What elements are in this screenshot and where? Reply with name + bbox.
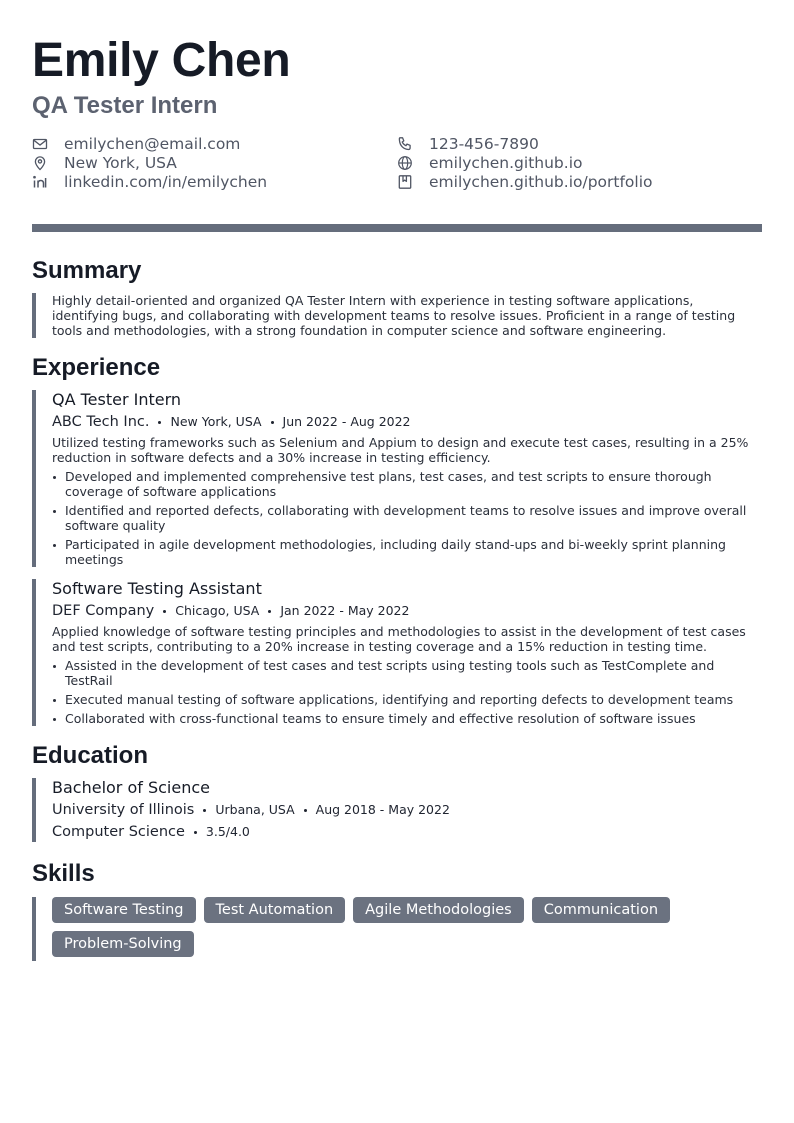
job-dates: Jan 2022 - May 2022 [280, 603, 410, 618]
education-heading: Education [32, 742, 149, 769]
contact-linkedin[interactable] [32, 172, 397, 191]
gpa: 3.5/4.0 [205, 824, 250, 839]
separator-dot [268, 610, 271, 613]
experience-item [32, 579, 762, 726]
summary-block [32, 293, 762, 338]
job-meta [52, 412, 762, 432]
education-dates: Aug 2018 - May 2022 [315, 802, 450, 817]
job-description: Applied knowledge of software testing principles and methodologies to assist in the development of test cases and test scripts, contributing to a 20% increase in testing coverage and a 15% reduction in testing time. [52, 624, 746, 654]
school-location: Urbana, USA [215, 802, 295, 817]
separator-dot [158, 421, 161, 424]
separator-dot [304, 809, 307, 812]
skill-tag: Communication [532, 897, 670, 923]
job-bullets [52, 658, 762, 726]
job-title: Software Testing Assistant [52, 579, 262, 598]
job-meta [52, 601, 762, 621]
candidate-role: QA Tester Intern [32, 92, 218, 119]
header-divider [32, 224, 762, 232]
skills-heading: Skills [32, 860, 95, 887]
job-location: Chicago, USA [175, 603, 260, 618]
education-meta [52, 800, 762, 820]
bullet-item: Developed and implemented comprehensive test plans, test cases, and test scripts to ensure thorough coverage of software applications [52, 469, 762, 499]
job-title: QA Tester Intern [52, 390, 182, 409]
skill-tag: Agile Methodologies [353, 897, 524, 923]
job-dates: Jun 2022 - Aug 2022 [282, 414, 411, 429]
separator-dot [271, 421, 274, 424]
skill-tag: Problem-Solving [52, 931, 194, 957]
separator-dot [203, 809, 206, 812]
portfolio-text[interactable]: emilychen.github.io/portfolio [429, 172, 653, 191]
phone-icon [397, 136, 413, 152]
school-name: University of Illinois [52, 802, 195, 818]
candidate-name: Emily Chen [32, 34, 291, 87]
summary-text: Highly detail-oriented and organized QA Tester Intern with experience in testing software applications, identifying bugs, and collaborating with development teams to resolve issues. Proficient in a range of testing tools and methodologies, with a strong foundation in computer science and software engineering. [52, 293, 736, 338]
contact-location [32, 153, 397, 172]
location-pin-icon [32, 155, 48, 171]
job-location: New York, USA [170, 414, 262, 429]
contact-email[interactable] [32, 134, 397, 153]
contact-portfolio[interactable] [397, 172, 762, 191]
skill-tag: Test Automation [204, 897, 346, 923]
contact-phone[interactable] [397, 134, 762, 153]
summary-heading: Summary [32, 257, 142, 284]
company-name: DEF Company [52, 603, 155, 619]
location-text: New York, USA [64, 153, 177, 172]
field-of-study: Computer Science [52, 824, 185, 840]
company-name: ABC Tech Inc. [52, 414, 150, 430]
website-text[interactable]: emilychen.github.io [429, 153, 583, 172]
job-bullets [52, 469, 762, 567]
email-text[interactable]: emilychen@email.com [64, 134, 241, 153]
experience-heading: Experience [32, 354, 161, 381]
bullet-item: Identified and reported defects, collaborating with development teams to resolve issues and improve overall software quality [52, 503, 762, 533]
experience-item [32, 390, 762, 567]
linkedin-text[interactable]: linkedin.com/in/emilychen [64, 172, 268, 191]
bullet-item: Collaborated with cross-functional teams to ensure timely and effective resolution of software issues [52, 711, 762, 726]
separator-dot [163, 610, 166, 613]
separator-dot [194, 831, 197, 834]
bullet-item: Participated in agile development methodologies, including daily stand-ups and bi-weekly sprint planning meetings [52, 537, 762, 567]
phone-text[interactable]: 123-456-7890 [429, 134, 539, 153]
globe-icon [397, 155, 413, 171]
linkedin-icon [32, 174, 48, 190]
bookmark-book-icon [397, 174, 413, 190]
skill-tag: Software Testing [52, 897, 196, 923]
skills-list [52, 897, 762, 957]
mail-icon [32, 136, 48, 152]
skills-block [32, 897, 762, 961]
education-field-meta [52, 822, 762, 842]
bullet-item: Assisted in the development of test cases and test scripts using testing tools such as TestComplete and TestRail [52, 658, 762, 688]
job-description: Utilized testing frameworks such as Selenium and Appium to design and execute test cases, resulting in a 25% reduction in software defects and a 30% increase in testing efficiency. [52, 435, 749, 465]
education-item [32, 778, 762, 842]
contact-website[interactable] [397, 153, 762, 172]
contact-list [32, 134, 762, 191]
bullet-item: Executed manual testing of software applications, identifying and reporting defects to development teams [52, 692, 762, 707]
degree-title: Bachelor of Science [52, 778, 210, 797]
